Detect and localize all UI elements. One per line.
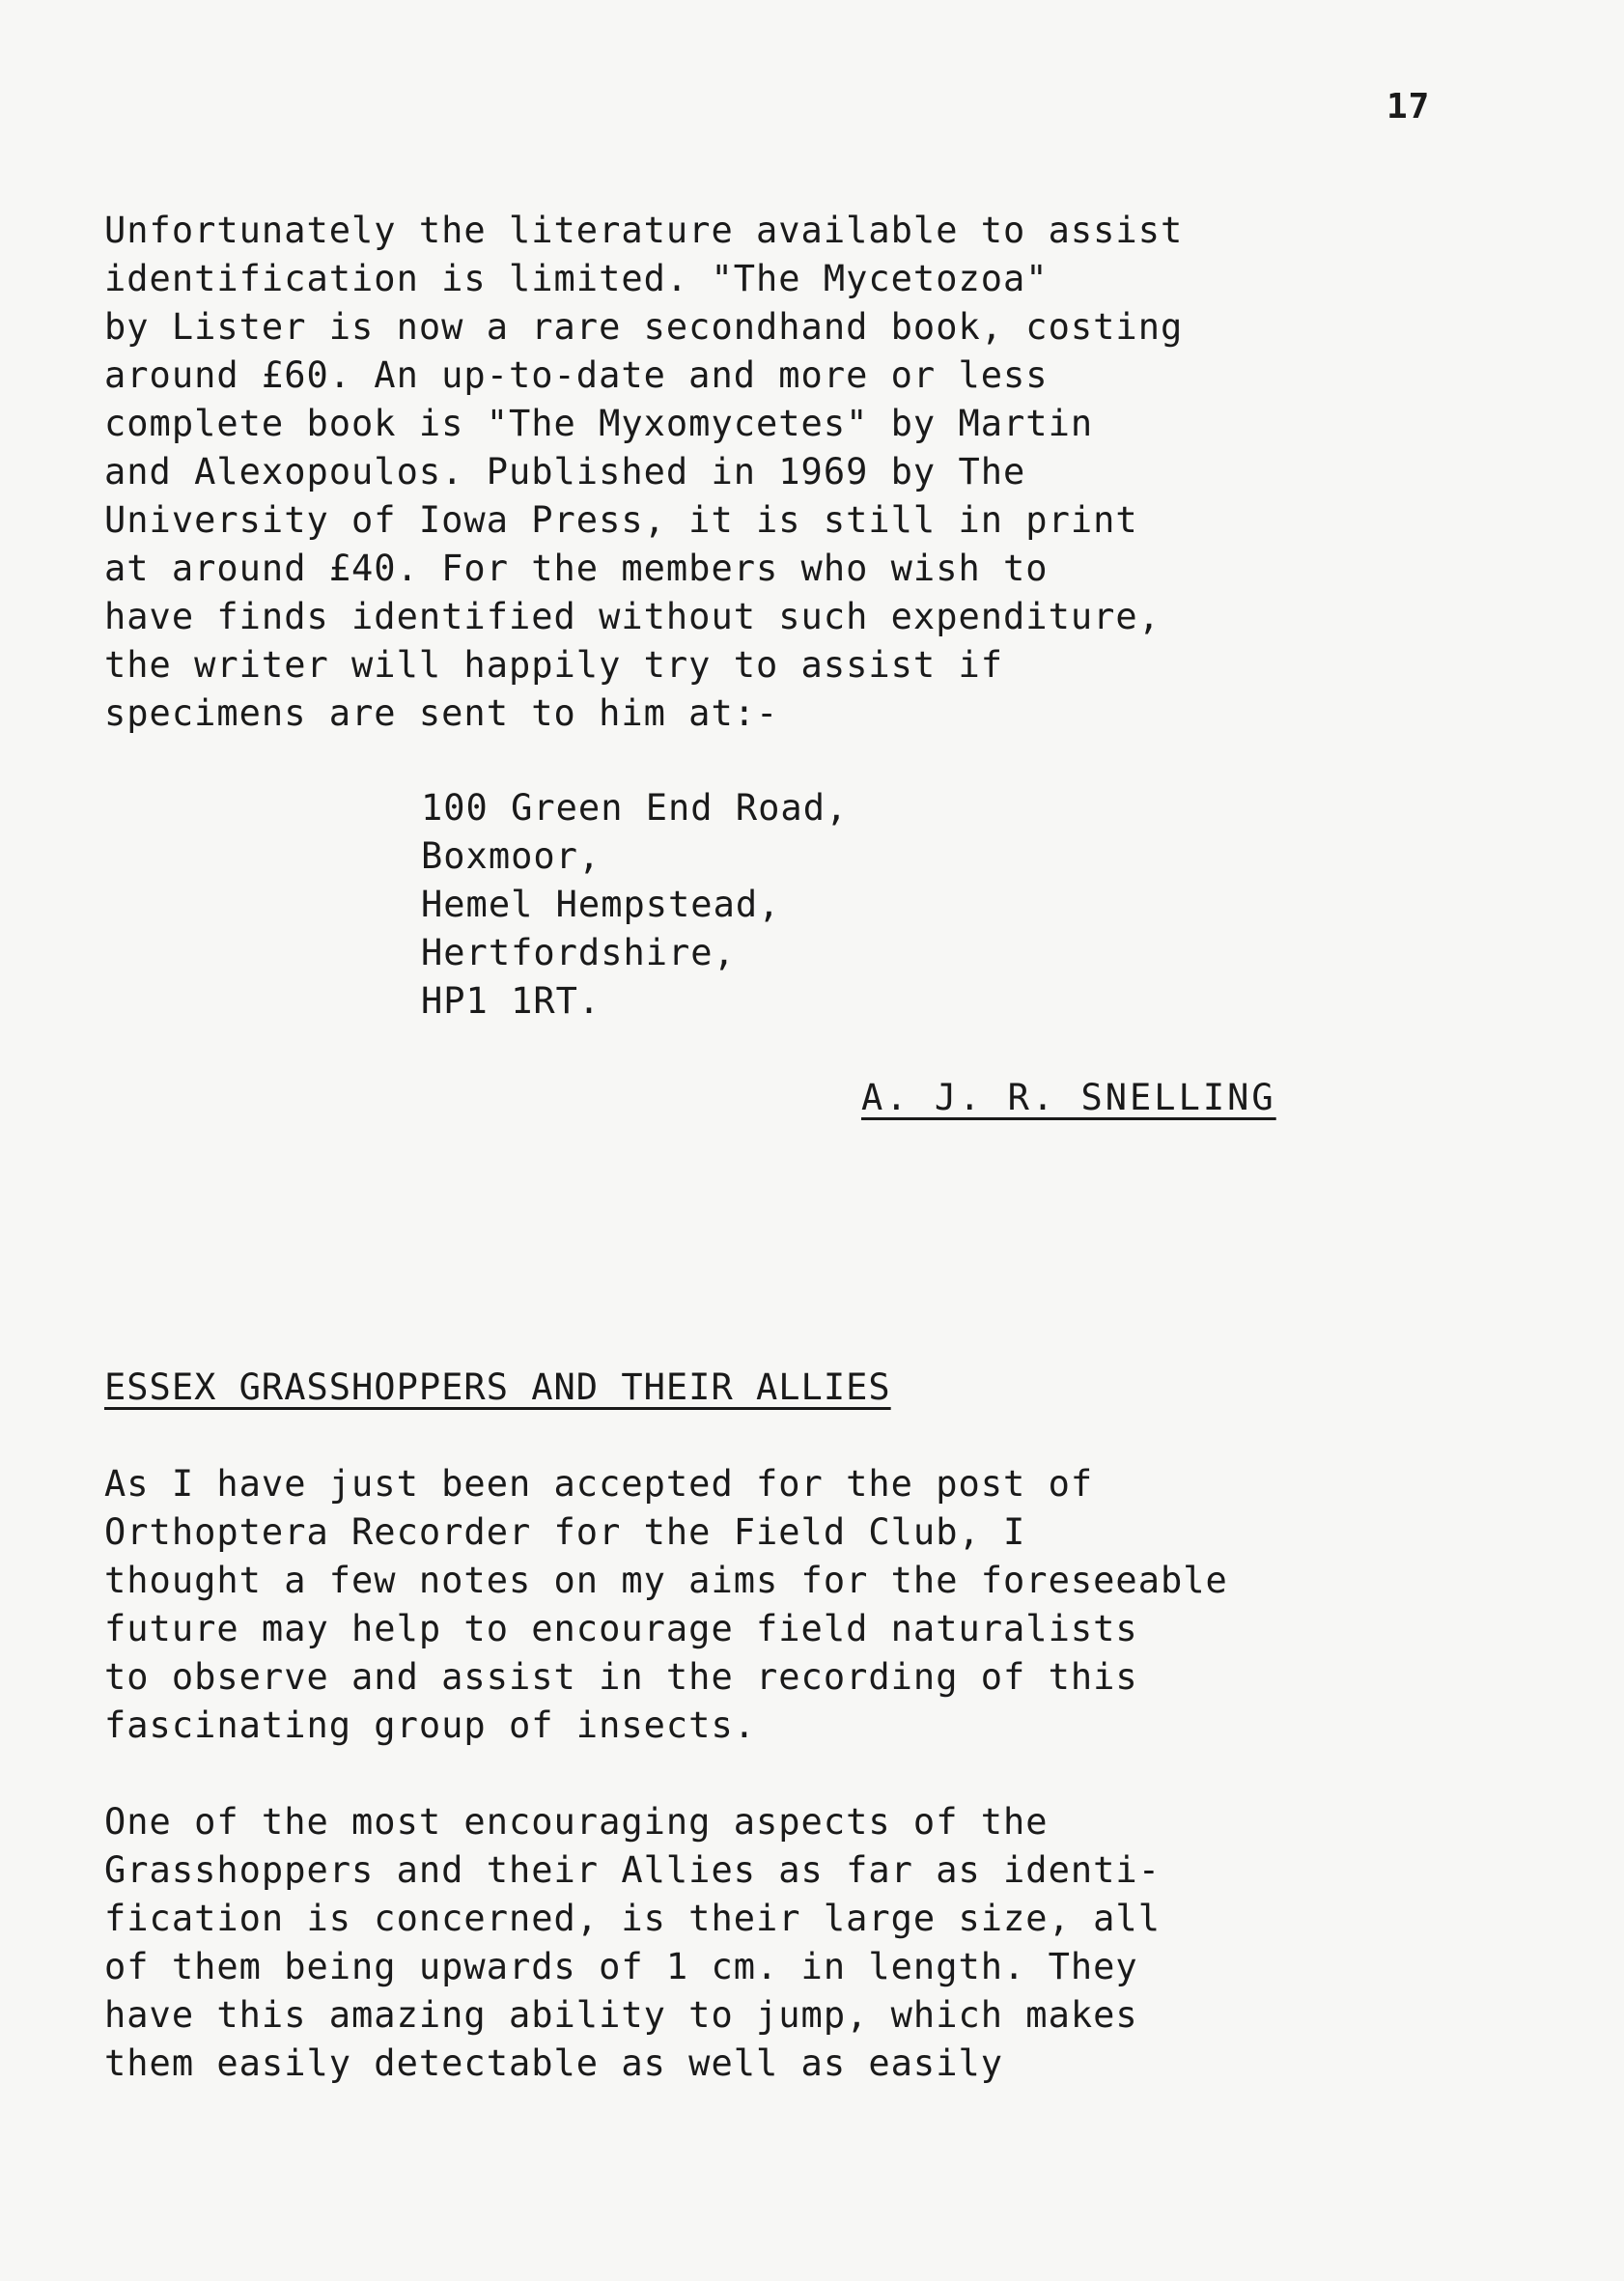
paragraph-line: by Lister is now a rare secondhand book, costing <box>104 306 1184 348</box>
paragraph-line: them easily detectable as well as easily <box>104 2042 1004 2084</box>
address-line: Hemel Hempstead, <box>421 884 781 925</box>
paragraph-line: As I have just been accepted for the post of <box>104 1463 1094 1505</box>
section-heading: ESSEX GRASSHOPPERS AND THEIR ALLIES <box>104 1366 891 1408</box>
paragraph-line: fascinating group of insects. <box>104 1704 757 1746</box>
paragraph-line: complete book is "The Myxomycetes" by Martin <box>104 403 1094 444</box>
paragraph-recorder <box>104 1460 1228 1750</box>
paragraph-line: identification is limited. "The Mycetozoa" <box>104 258 1049 299</box>
paragraph-line: Unfortunately the literature available to assist <box>104 210 1184 251</box>
paragraph-line: One of the most encouraging aspects of the <box>104 1801 1049 1843</box>
page-number: 17 <box>1386 87 1431 127</box>
paragraph-literature <box>104 207 1183 738</box>
paragraph-line: at around £40. For the members who wish to <box>104 548 1049 589</box>
paragraph-line: the writer will happily try to assist if <box>104 644 1004 686</box>
paragraph-line: University of Iowa Press, it is still in print <box>104 499 1138 541</box>
address-line: 100 Green End Road, <box>421 787 849 829</box>
paragraph-line: have this amazing ability to jump, which makes <box>104 1994 1138 2036</box>
paragraph-line: around £60. An up-to-date and more or less <box>104 354 1049 396</box>
paragraph-line: Grasshoppers and their Allies as far as identi- <box>104 1849 1161 1891</box>
paragraph-identification <box>104 1798 1161 2088</box>
paragraph-line: Orthoptera Recorder for the Field Club, I <box>104 1511 1026 1553</box>
paragraph-line: to observe and assist in the recording of this <box>104 1656 1138 1698</box>
paragraph-line: thought a few notes on my aims for the foreseeable <box>104 1560 1228 1601</box>
address-line: Hertfordshire, <box>421 932 736 973</box>
paragraph-line: and Alexopoulos. Published in 1969 by The <box>104 451 1026 493</box>
paragraph-line: fication is concerned, is their large size, all <box>104 1898 1161 1939</box>
author-signature: A. J. R. SNELLING <box>861 1077 1276 1118</box>
address-line: HP1 1RT. <box>421 980 602 1022</box>
paragraph-line: specimens are sent to him at:- <box>104 692 779 734</box>
postal-address <box>421 784 848 1026</box>
paragraph-line: future may help to encourage field naturalists <box>104 1608 1138 1649</box>
paragraph-line: of them being upwards of 1 cm. in length. They <box>104 1946 1138 1987</box>
paragraph-line: have finds identified without such expenditure, <box>104 596 1161 637</box>
address-line: Boxmoor, <box>421 835 602 877</box>
